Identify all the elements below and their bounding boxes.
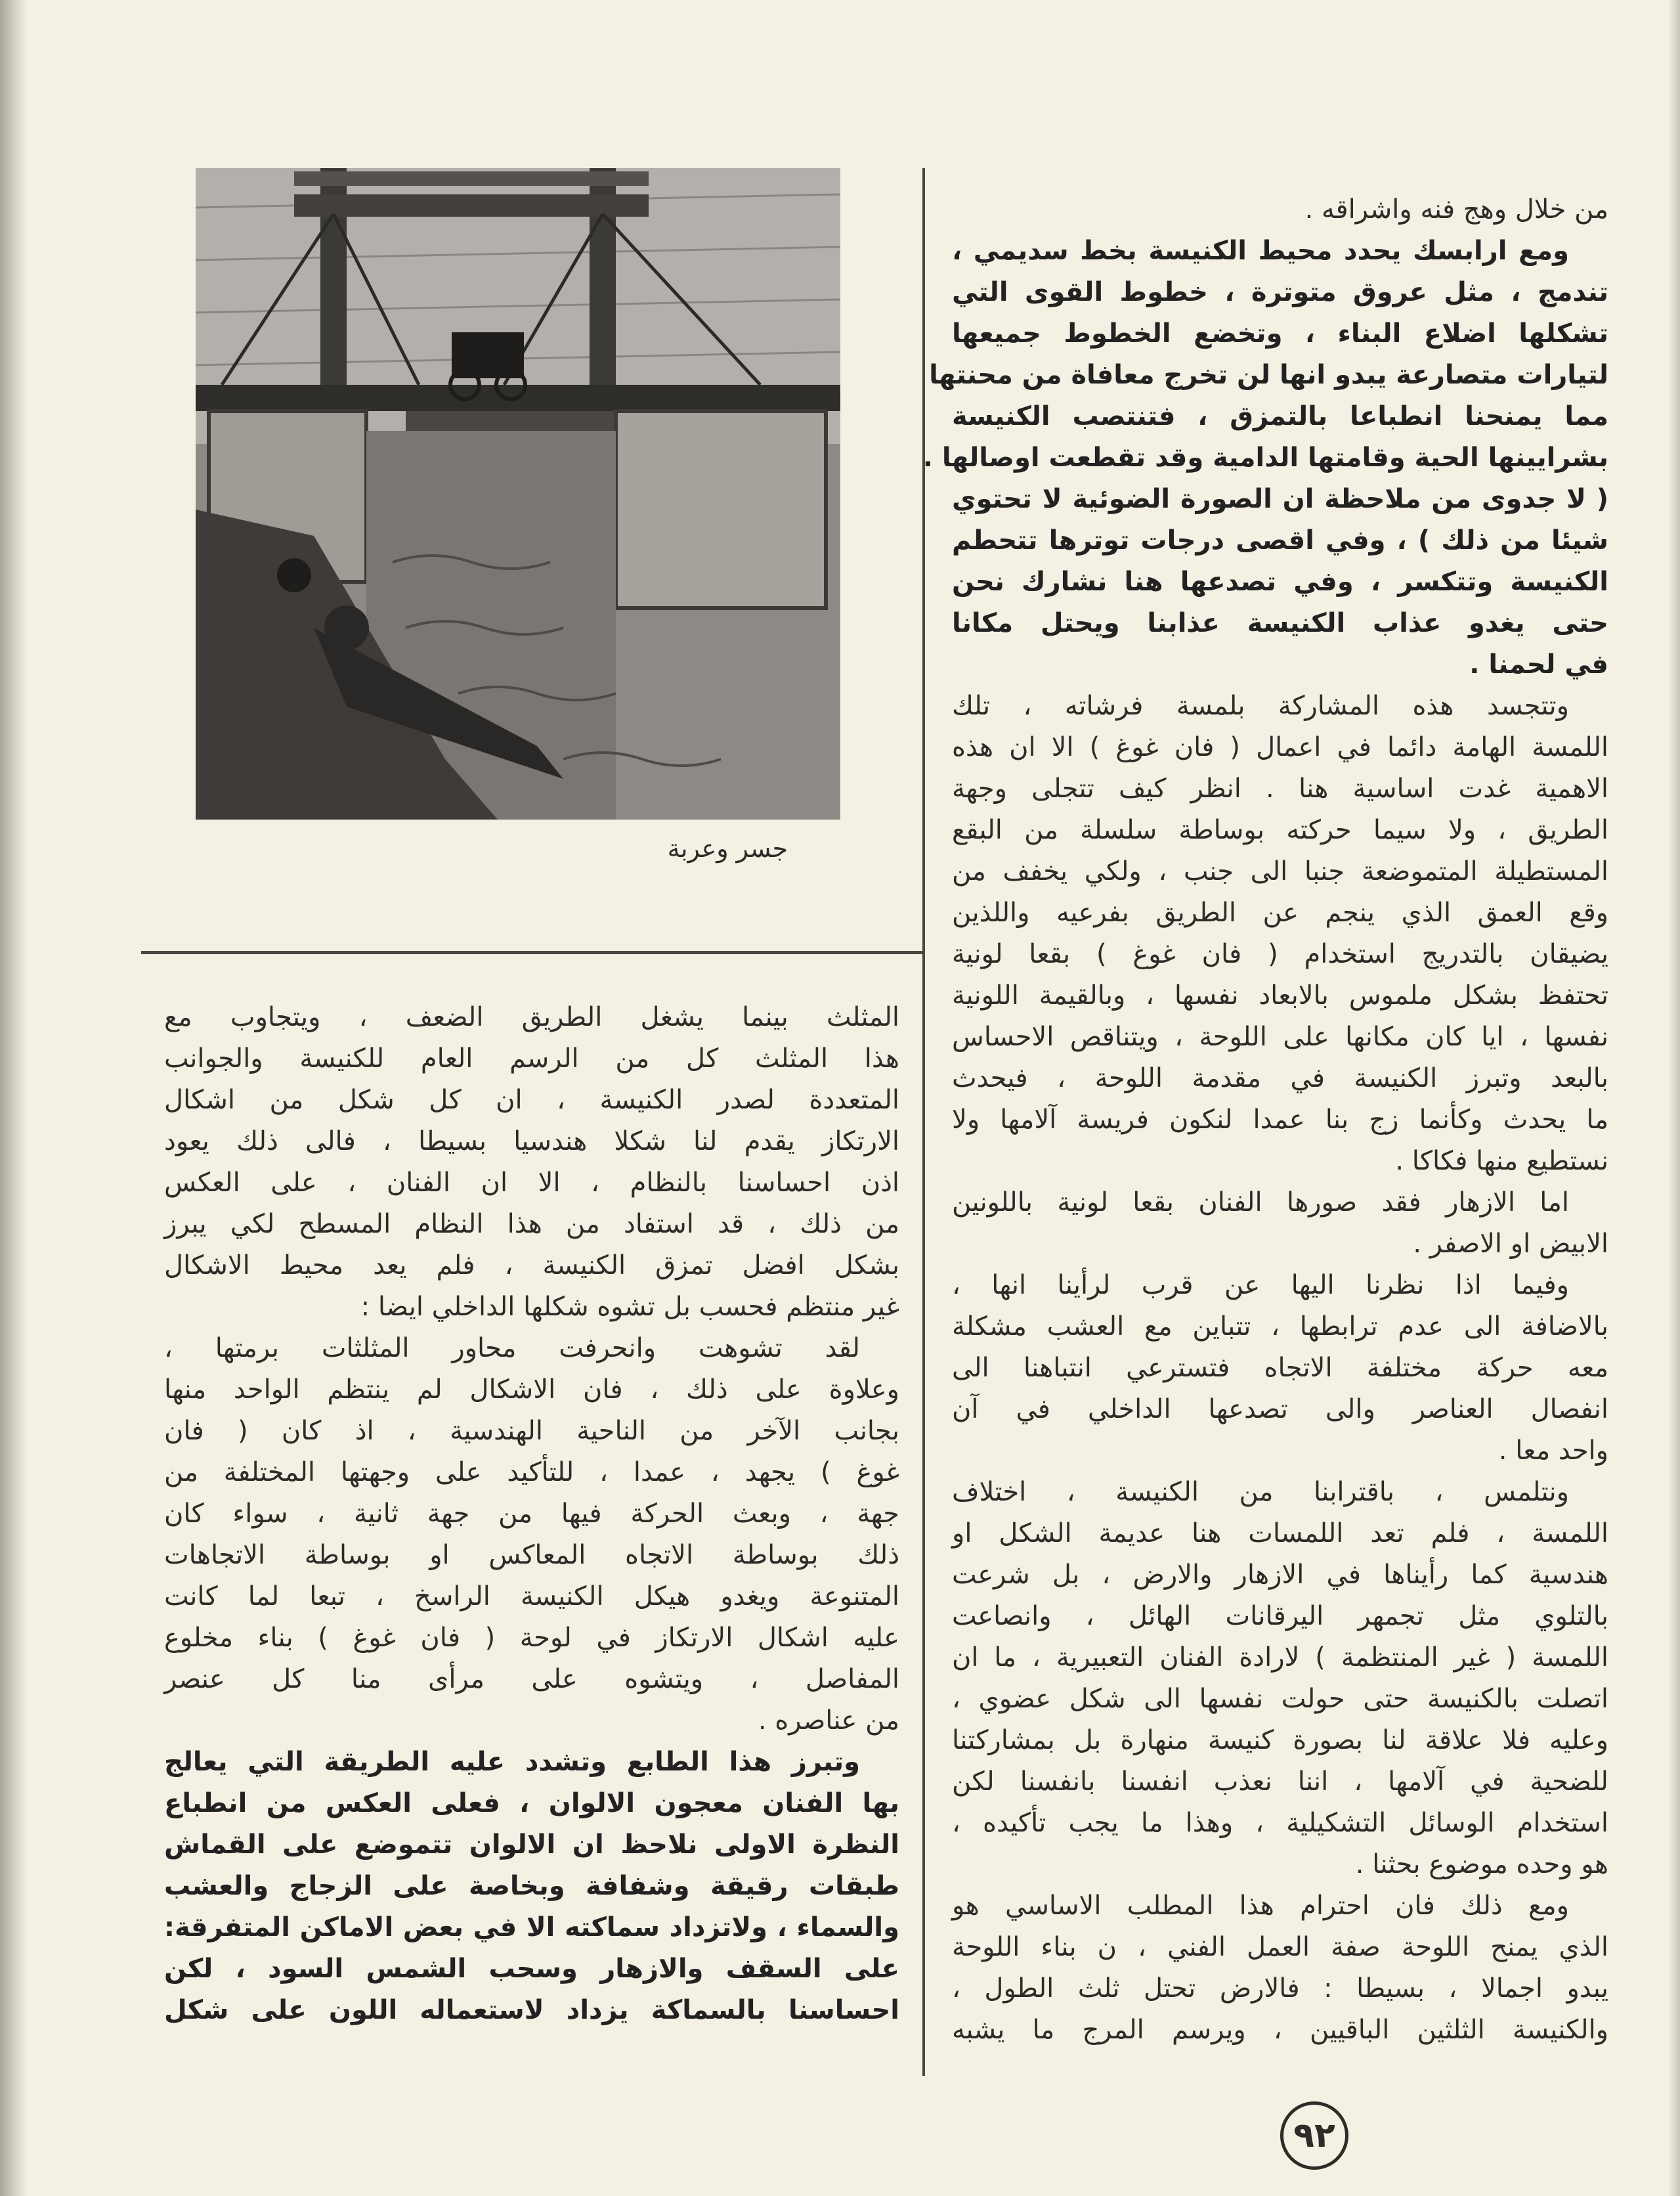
text-line: بالتلوي مثل تجمهر اليرقانات الهائل ، وانصاعت [952, 1601, 1608, 1631]
text-line: تحتفظ بشكل ملموس بالابعاد نفسها ، وبالقيمة اللونية [952, 980, 1608, 1011]
text-line: الاهمية غدت اساسية هنا . انظر كيف تتجلى وجهة [952, 774, 1608, 804]
text-line: احساسنا بالسماكة يزداد لاستعماله اللون على شكل [164, 1995, 899, 2025]
paragraph [952, 189, 1608, 231]
text-line: تندمج ، مثل عروق متوترة ، خطوط القوى التي [952, 277, 1608, 307]
text-line: تشكلها اضلاع البناء ، وتخضع الخطوط جميعها [952, 318, 1608, 349]
text-line: الارتكاز يقدم لنا شكلا هندسيا بسيطا ، فالى ذلك يعود [164, 1126, 899, 1156]
text-line: اتصلت بالكنيسة حتى حولت نفسها الى شكل عضوي ، [952, 1684, 1608, 1714]
text-line: بشرايينها الحية وقامتها الدامية وقد تقطعت اوصالها . [922, 443, 1608, 473]
text-line: غير منتظم فحسب بل تشوه شكلها الداخلي ايضا : [360, 1292, 899, 1322]
text-line: اللمسة ( غير المنتظمة ) لارادة الفنان التعبيرية ، ما ان [952, 1642, 1608, 1673]
text-line: وعليه فلا علاقة لنا بصورة كنيسة منهارة بل بمشاركتنا [952, 1725, 1608, 1755]
text-line: جهة ، وبعث الحركة فيها من جهة ثانية ، سواء كان [164, 1499, 899, 1529]
right-text-column [922, 189, 1608, 2051]
text-line: ( لا جدوى من ملاحظة ان الصورة الضوئية لا تحتوي [952, 484, 1608, 514]
text-line: وعلاوة على ذلك ، فان الاشكال لم ينتظم الواحد منها [164, 1374, 899, 1405]
text-line: وتتجسد هذه المشاركة بلمسة فرشاته ، تلك [952, 691, 1569, 721]
text-line: طبقات رقيقة وشفافة وبخاصة على الزجاج والعشب [164, 1871, 899, 1901]
text-line: هذا المثلث كل من الرسم العام للكنيسة والجوانب [164, 1043, 899, 1074]
text-line: المفاصل ، ويتشوه على مرأى منا كل عنصر [164, 1664, 899, 1694]
text-line: المتنوعة ويغدو هيكل الكنيسة الراسخ ، تبعا لما كانت [164, 1581, 899, 1612]
text-line: على السقف والازهار وسحب الشمس السود ، لكن [164, 1954, 899, 1984]
text-line: هندسية كما رأيناها في الازهار والارض ، بل شرعت [952, 1560, 1608, 1590]
text-line: هو وحده موضوع بحثنا . [1355, 1849, 1608, 1879]
text-line: من عناصره . [758, 1705, 899, 1736]
text-line: معه حركة مختلفة الاتجاه فتسترعي انتباهنا الى [952, 1353, 1608, 1383]
painting-bridge-and-carriage [196, 168, 840, 820]
text-line: بجانب الآخر من الناحية الهندسية ، اذ كان ( فان [164, 1416, 899, 1446]
text-line: مما يمنحنا انطباعا بالتمزق ، فتنتصب الكنيسة [952, 401, 1608, 431]
text-line: استخدام الوسائل التشكيلية ، وهذا ما يجب تأكيده ، [952, 1808, 1608, 1838]
text-line: المتعددة لصدر الكنيسة ، ان كل شكل من اشكال [164, 1085, 899, 1115]
text-line: الابيض او الاصفر . [1413, 1229, 1608, 1259]
text-line: يبدو اجمالا ، بسيطا : فالارض تحتل ثلث الطول ، [952, 1973, 1608, 2004]
text-line: ما يحدث وكأنما زج بنا عمدا لنكون فريسة آلامها ولا [952, 1105, 1608, 1135]
text-line: يضيقان بالتدريج استخدام ( فان غوغ ) بقعا لونية [952, 939, 1608, 969]
text-line: من ذلك ، قد استفاد من هذا النظام المسطح لكي يبرز [164, 1209, 899, 1239]
text-line: شيئا من ذلك ) ، وفي اقصى درجات توترها تتحطم [952, 525, 1608, 556]
text-line: ومع ذلك فان احترام هذا المطلب الاساسي هو [952, 1891, 1569, 1921]
paragraph [952, 1265, 1608, 1472]
text-line: نستطيع منها فكاكا . [1395, 1146, 1608, 1176]
figure-caption: جسر وعربة [667, 834, 788, 863]
text-line: غوغ ) يجهد ، عمدا ، للتأكيد على وجهتها المختلفة من [164, 1457, 899, 1487]
text-line: بالاضافة الى عدم ترابطها ، تتباين مع العشب مشكلة [952, 1311, 1608, 1342]
text-line: في لحمنا . [1469, 649, 1608, 680]
text-line: المثلث بينما يشغل الطريق الضعف ، ويتجاوب مع [164, 1002, 899, 1032]
left-text-column [164, 997, 899, 2031]
text-line: بشكل افضل تمزق الكنيسة ، فلم يعد محيط الاشكال [164, 1250, 899, 1281]
text-line: لقد تشوهت وانحرفت محاور المثلثات برمتها ، [164, 1333, 860, 1363]
text-line: بالبعد وتبرز الكنيسة في مقدمة اللوحة ، فيحدث [952, 1063, 1608, 1093]
text-line: ذلك بوساطة الاتجاه المعاكس او بوساطة الاتجاهات [164, 1540, 899, 1570]
page-edge-right [1668, 0, 1680, 2196]
text-line: وتبرز هذا الطابع وتشدد عليه الطريقة التي يعالج [164, 1747, 860, 1777]
paragraph [952, 686, 1608, 1182]
page-number: ٩٢ [1280, 2101, 1348, 2170]
text-line: وقع العمق الذي ينجم عن الطريق بفرعيه واللذين [952, 898, 1608, 928]
text-line: اذن احساسنا بالنظام ، الا ان الفنان ، على العكس [164, 1168, 899, 1198]
paragraph [164, 1742, 899, 2031]
paragraph [952, 1472, 1608, 1885]
text-line: المستطيلة المتموضعة جنبا الى جنب ، ولكي يخفف من [952, 856, 1608, 887]
text-line: حتى يغدو عذاب الكنيسة عذابنا ويحتل مكانا [952, 608, 1608, 638]
text-line: والسماء ، ولاتزداد سماكته الا في بعض الاماكن المتفرقة: [164, 1912, 899, 1943]
page-edge-shadow [0, 0, 28, 2196]
text-line: لتيارات متصارعة يبدو انها لن تخرج معافاة من محنتها [929, 360, 1608, 390]
text-line: للضحية في آلامها ، اننا نعذب انفسنا بانفسنا لكن [952, 1767, 1608, 1797]
paragraph [164, 997, 899, 1328]
text-line: وفيما اذا نظرنا اليها عن قرب لرأينا انها ، [952, 1270, 1569, 1300]
text-line: الطريق ، ولا سيما حركته بوساطة سلسلة من البقع [952, 815, 1608, 845]
text-line: والكنيسة الثلثين الباقيين ، ويرسم المرج ما يشبه [952, 2015, 1608, 2045]
paragraph [922, 231, 1608, 686]
text-line: الذي يمنح اللوحة صفة العمل الفني ، ن بناء اللوحة [952, 1932, 1608, 1962]
text-line: عليه اشكال الارتكاز في لوحة ( فان غوغ ) بناء مخلوع [164, 1623, 899, 1653]
text-line: واحد معا . [1498, 1436, 1608, 1466]
paragraph [952, 1885, 1608, 2051]
text-line: اللمسة الهامة دائما في اعمال ( فان غوغ ) الا ان هذه [952, 732, 1608, 762]
text-line: بها الفنان معجون الالوان ، فعلى العكس من انطباع [164, 1788, 899, 1818]
paragraph [164, 1328, 899, 1742]
text-line: ونتلمس ، باقترابنا من الكنيسة ، اختلاف [952, 1477, 1569, 1507]
text-line: نفسها ، ايا كان مكانها على اللوحة ، ويتناقص الاحساس [952, 1022, 1608, 1052]
paragraph [952, 1182, 1608, 1265]
text-line: من خلال وهج فنه واشراقه . [1304, 194, 1608, 225]
text-line: اللمسة ، فلم تعد اللمسات هنا عديمة الشكل او [952, 1518, 1608, 1548]
section-divider [141, 951, 924, 954]
text-line: ومع ارابسك يحدد محيط الكنيسة بخط سديمي ، [952, 236, 1569, 266]
text-line: انفصال العناصر والى تصدعها الداخلي في آن [952, 1394, 1608, 1424]
text-line: اما الازهار فقد صورها الفنان بقعا لونية باللونين [952, 1187, 1569, 1218]
text-line: النظرة الاولى نلاحظ ان الالوان تتموضع على القماش [164, 1830, 899, 1860]
text-line: الكنيسة وتتكسر ، وفي تصدعها هنا نشارك نحن [952, 567, 1608, 597]
